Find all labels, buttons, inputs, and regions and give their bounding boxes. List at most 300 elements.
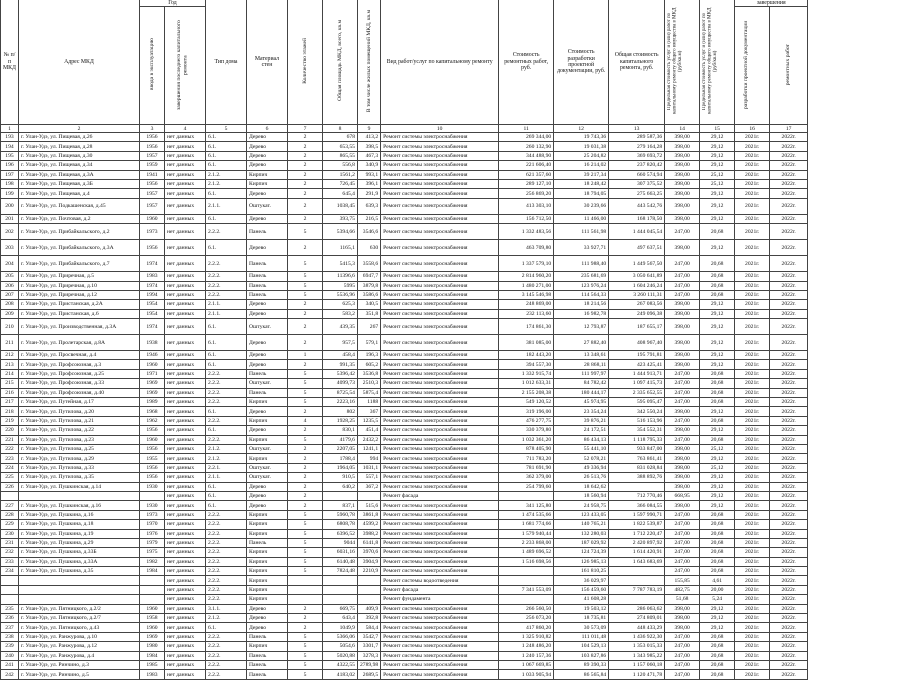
work-type-cell: Ремонт системы электроснабжения: [381, 272, 499, 281]
cost-total-cell: 342 550,24: [609, 407, 665, 416]
wall-material-cell: Панель: [246, 670, 287, 679]
floors-cell: 2: [287, 501, 322, 510]
design-docs-year-cell: 2021г.: [735, 240, 770, 256]
year-built-cell: 1956: [139, 240, 164, 256]
house-type-cell: 2.2.2.: [205, 369, 246, 378]
living-area-cell: 351,8: [357, 309, 380, 318]
table-row: [1, 351, 808, 360]
house-type-cell: 2.1.2.: [205, 444, 246, 453]
cost-docs-cell: 27 882,40: [554, 335, 609, 351]
cost-docs-cell: 49 336,94: [554, 463, 609, 472]
header-year-group: Год: [139, 0, 205, 7]
year-built-cell: 1994: [139, 290, 164, 299]
limit-cost-2-cell: 29,12: [700, 214, 735, 223]
wall-material-cell: Кирпич: [246, 520, 287, 529]
cost-repair-cell: 254 799,60: [499, 482, 554, 491]
limit-cost-2-cell: 20,00: [700, 585, 735, 594]
limit-cost-cell: 247,00: [665, 369, 700, 378]
cost-total-cell: 763 861,41: [609, 454, 665, 463]
limit-cost-cell: 247,00: [665, 548, 700, 557]
cost-docs-cell: 19 743,36: [554, 133, 609, 142]
cost-docs-cell: 111 997,97: [554, 369, 609, 378]
year-built-cell: 1946: [139, 351, 164, 360]
limit-cost-cell: 482,75: [665, 585, 700, 594]
floors-cell: 5: [287, 660, 322, 669]
cost-repair-cell: 1 332 915,74: [499, 369, 554, 378]
address-cell: г. Улан-Удэ, ул. Путилова, д.22: [18, 426, 139, 435]
repair-works-year-cell: 2022г.: [770, 576, 808, 585]
limit-cost-2-cell: 25,12: [700, 170, 735, 179]
year-built-cell: 1956: [139, 444, 164, 453]
row-number-cell: 230: [1, 529, 19, 538]
limit-cost-cell: 398,00: [665, 179, 700, 188]
floors-cell: 5: [287, 369, 322, 378]
table-row: [1, 463, 808, 472]
row-number-cell: 242: [1, 670, 19, 679]
total-area-cell: 9044: [322, 538, 357, 547]
repair-works-year-cell: 2022г.: [770, 416, 808, 425]
row-number-cell: 205: [1, 272, 19, 281]
row-number-cell: 210: [1, 319, 19, 335]
floors-cell: 5: [287, 224, 322, 240]
work-type-cell: Ремонт системы электроснабжения: [381, 133, 499, 142]
living-area-cell: 3278,3: [357, 651, 380, 660]
address-cell: г. Улан-Удэ, ул. Приречная, д.5: [18, 272, 139, 281]
floors-cell: 2: [287, 463, 322, 472]
cost-total-cell: 443 542,76: [609, 198, 665, 214]
limit-cost-cell: 398,00: [665, 454, 700, 463]
wall-material-cell: Дерево: [246, 623, 287, 632]
repair-works-year-cell: 2022г.: [770, 632, 808, 641]
total-area-cell: 1049,9: [322, 623, 357, 632]
floors-cell: 5: [287, 398, 322, 407]
total-area-cell: 7824,48: [322, 567, 357, 576]
year-last-repair-cell: нет данных: [164, 360, 205, 369]
year-last-repair-cell: нет данных: [164, 151, 205, 160]
house-type-cell: 2.2.2.: [205, 632, 246, 641]
cost-repair-cell: 266 560,50: [499, 604, 554, 613]
repair-works-year-cell: 2022г.: [770, 161, 808, 170]
column-number: 15: [700, 125, 735, 133]
total-area-cell: 2223,16: [322, 398, 357, 407]
year-built-cell: 1969: [139, 388, 164, 397]
table-row: [1, 369, 808, 378]
year-built-cell: 1984: [139, 567, 164, 576]
work-type-cell: Ремонт системы электроснабжения: [381, 463, 499, 472]
cost-repair-cell: 174 861,30: [499, 319, 554, 335]
design-docs-year-cell: 2021г.: [735, 557, 770, 566]
house-type-cell: 2.2.2.: [205, 548, 246, 557]
total-area-cell: 6396,52: [322, 529, 357, 538]
total-area-cell: 957,5: [322, 335, 357, 351]
year-built-cell: 1969: [139, 379, 164, 388]
year-built-cell: [139, 585, 164, 594]
work-type-cell: Ремонт системы электроснабжения: [381, 398, 499, 407]
wall-material-cell: Кирпич: [246, 529, 287, 538]
year-built-cell: 1930: [139, 501, 164, 510]
work-type-cell: Ремонт системы электроснабжения: [381, 351, 499, 360]
floors-cell: 5: [287, 670, 322, 679]
year-last-repair-cell: нет данных: [164, 660, 205, 669]
table-row: [1, 398, 808, 407]
house-type-cell: 2.2.2.: [205, 595, 246, 604]
address-cell: [18, 595, 139, 604]
year-last-repair-cell: нет данных: [164, 335, 205, 351]
house-type-cell: 2.2.1.: [205, 463, 246, 472]
wall-material-cell: Дерево: [246, 133, 287, 142]
floors-cell: 2: [287, 360, 322, 369]
cost-docs-cell: 132 280,03: [554, 529, 609, 538]
design-docs-year-cell: 2021г.: [735, 651, 770, 660]
repair-works-year-cell: 2022г.: [770, 623, 808, 632]
living-area-cell: 367,2: [357, 482, 380, 491]
table-row: [1, 256, 808, 272]
house-type-cell: 6.1.: [205, 360, 246, 369]
cost-repair-cell: 330 379,80: [499, 426, 554, 435]
repair-works-year-cell: 2022г.: [770, 642, 808, 651]
row-number-cell: [1, 576, 19, 585]
year-built-cell: 1930: [139, 482, 164, 491]
year-built-cell: 1973: [139, 510, 164, 519]
year-last-repair-cell: нет данных: [164, 272, 205, 281]
total-area-cell: 1788,4: [322, 454, 357, 463]
cost-docs-cell: 180 444,17: [554, 388, 609, 397]
year-last-repair-cell: нет данных: [164, 623, 205, 632]
cost-repair-cell: 319 196,00: [499, 407, 554, 416]
repair-works-year-cell: 2022г.: [770, 529, 808, 538]
design-docs-year-cell: 2021г.: [735, 161, 770, 170]
total-area-cell: 2207,05: [322, 444, 357, 453]
table-row: [1, 585, 808, 594]
living-area-cell: 6141,8: [357, 538, 380, 547]
total-area-cell: 5366,06: [322, 632, 357, 641]
wall-material-cell: Оштукат.: [246, 198, 287, 214]
address-cell: г. Улан-Удэ, ул. Пушкина, д.33Б: [18, 548, 139, 557]
living-area-cell: 409,9: [357, 604, 380, 613]
table-row: [1, 595, 808, 604]
address-cell: г. Улан-Удэ, ул. Профсоюзная, д.33: [18, 379, 139, 388]
cost-docs-cell: 36 029,97: [554, 576, 609, 585]
row-number-cell: 199: [1, 189, 19, 198]
limit-cost-cell: 398,00: [665, 614, 700, 623]
limit-cost-cell: 247,00: [665, 290, 700, 299]
living-area-cell: 2432,2: [357, 435, 380, 444]
design-docs-year-cell: 2021г.: [735, 416, 770, 425]
cost-total-cell: 1 444 045,54: [609, 224, 665, 240]
living-area-cell: 392,8: [357, 614, 380, 623]
cost-total-cell: 712 770,46: [609, 491, 665, 500]
living-area-cell: 2510,3: [357, 379, 380, 388]
living-area-cell: 3546,6: [357, 224, 380, 240]
year-last-repair-cell: нет данных: [164, 529, 205, 538]
repair-works-year-cell: 2022г.: [770, 510, 808, 519]
header-design-docs: разработки проектной документации: [735, 7, 770, 125]
design-docs-year-cell: 2021г.: [735, 351, 770, 360]
wall-material-cell: Кирпич: [246, 416, 287, 425]
wall-material-cell: Панель: [246, 224, 287, 240]
row-number-cell: 204: [1, 256, 19, 272]
work-type-cell: Ремонт системы электроснабжения: [381, 660, 499, 669]
header-work-type: Вид работ/услуг по капитальному ремонту: [381, 0, 499, 125]
address-cell: г. Улан-Удэ, ул. Путилова, д.23: [18, 435, 139, 444]
living-area-cell: 993,1: [357, 170, 380, 179]
address-cell: г. Улан-Удэ, ул. Ринчино, д.5: [18, 670, 139, 679]
column-number: 16: [735, 125, 770, 133]
year-built-cell: 1960: [139, 360, 164, 369]
cost-docs-cell: 39 876,21: [554, 416, 609, 425]
header-repair-works: ремонтных работ: [770, 7, 808, 125]
address-cell: г. Улан-Удэ, ул. Подкашенская, д.45: [18, 198, 139, 214]
cost-docs-cell: 140 765,21: [554, 520, 609, 529]
cost-docs-cell: 12 793,87: [554, 319, 609, 335]
limit-cost-cell: 247,00: [665, 435, 700, 444]
limit-cost-cell: 668,95: [665, 491, 700, 500]
house-type-cell: 6.1.: [205, 151, 246, 160]
year-last-repair-cell: нет данных: [164, 179, 205, 188]
limit-cost-cell: 155,85: [665, 576, 700, 585]
limit-cost-2-cell: 29,12: [700, 454, 735, 463]
total-area-cell: 653,55: [322, 142, 357, 151]
year-built-cell: 1956: [139, 133, 164, 142]
living-area-cell: 3861,8: [357, 510, 380, 519]
house-type-cell: 6.1.: [205, 426, 246, 435]
year-built-cell: 1974: [139, 319, 164, 335]
wall-material-cell: Дерево: [246, 501, 287, 510]
limit-cost-2-cell: 20,68: [700, 670, 735, 679]
limit-cost-cell: 247,00: [665, 567, 700, 576]
wall-material-cell: Дерево: [246, 351, 287, 360]
floors-cell: [287, 585, 322, 594]
wall-material-cell: Оштукат.: [246, 319, 287, 335]
cost-docs-cell: 156 459,60: [554, 585, 609, 594]
design-docs-year-cell: 2021г.: [735, 360, 770, 369]
column-number: 3: [139, 125, 164, 133]
wall-material-cell: Дерево: [246, 309, 287, 318]
total-area-cell: 865,55: [322, 151, 357, 160]
living-area-cell: 3542,7: [357, 632, 380, 641]
year-last-repair-cell: нет данных: [164, 604, 205, 613]
year-last-repair-cell: нет данных: [164, 576, 205, 585]
limit-cost-cell: 398,00: [665, 161, 700, 170]
total-area-cell: 726,45: [322, 179, 357, 188]
house-type-cell: 2.2.2.: [205, 576, 246, 585]
year-last-repair-cell: нет данных: [164, 388, 205, 397]
row-number-cell: 231: [1, 538, 19, 547]
work-type-cell: Ремонт системы электроснабжения: [381, 319, 499, 335]
row-number-cell: [1, 491, 19, 500]
cost-docs-cell: 18 794,05: [554, 189, 609, 198]
row-number-cell: 235: [1, 604, 19, 613]
work-type-cell: Ремонт системы электроснабжения: [381, 426, 499, 435]
cost-repair-cell: 256 869,20: [499, 189, 554, 198]
table-row: [1, 189, 808, 198]
cost-total-cell: 354 552,31: [609, 426, 665, 435]
limit-cost-2-cell: 29,12: [700, 300, 735, 309]
total-area-cell: 1561,2: [322, 170, 357, 179]
wall-material-cell: Дерево: [246, 482, 287, 491]
cost-docs-cell: 89 390,33: [554, 660, 609, 669]
address-cell: г. Улан-Удэ, ул. Путилова, д.33: [18, 463, 139, 472]
house-type-cell: 2.1.2.: [205, 614, 246, 623]
design-docs-year-cell: 2021г.: [735, 491, 770, 500]
row-number-cell: 220: [1, 426, 19, 435]
year-last-repair-cell: нет данных: [164, 224, 205, 240]
total-area-cell: [322, 585, 357, 594]
house-type-cell: 2.1.1.: [205, 473, 246, 482]
work-type-cell: Ремонт системы электроснабжения: [381, 482, 499, 491]
year-last-repair-cell: нет данных: [164, 319, 205, 335]
table-row: [1, 161, 808, 170]
table-row: [1, 660, 808, 669]
cost-docs-cell: 30 239,66: [554, 198, 609, 214]
cost-total-cell: [609, 482, 665, 491]
cost-docs-cell: 126 985,13: [554, 557, 609, 566]
year-last-repair-cell: нет данных: [164, 214, 205, 223]
cost-total-cell: 1 157 060,18: [609, 660, 665, 669]
limit-cost-cell: 398,00: [665, 360, 700, 369]
year-built-cell: 1979: [139, 538, 164, 547]
work-type-cell: Ремонт системы электроснабжения: [381, 501, 499, 510]
repair-works-year-cell: 2022г.: [770, 435, 808, 444]
limit-cost-2-cell: 25,12: [700, 444, 735, 453]
row-number-cell: [1, 595, 19, 604]
limit-cost-cell: 398,00: [665, 189, 700, 198]
living-area-cell: 557,1: [357, 473, 380, 482]
limit-cost-2-cell: 5,24: [700, 595, 735, 604]
living-area-cell: [357, 585, 380, 594]
house-type-cell: 2.2.2.: [205, 651, 246, 660]
cost-total-cell: 1 712 220,47: [609, 529, 665, 538]
table-row: [1, 454, 808, 463]
design-docs-year-cell: 2021г.: [735, 224, 770, 240]
cost-repair-cell: [499, 595, 554, 604]
year-built-cell: 1980: [139, 642, 164, 651]
address-cell: г. Улан-Удэ, ул. Пищевая, д.30: [18, 151, 139, 160]
row-number-cell: 214: [1, 369, 19, 378]
wall-material-cell: Дерево: [246, 142, 287, 151]
design-docs-year-cell: 2021г.: [735, 595, 770, 604]
house-type-cell: 2.1.1.: [205, 198, 246, 214]
row-number-cell: 198: [1, 179, 19, 188]
limit-cost-2-cell: 29,12: [700, 501, 735, 510]
table-row: [1, 604, 808, 613]
wall-material-cell: Кирпич: [246, 179, 287, 188]
cost-total-cell: 516 153,96: [609, 416, 665, 425]
row-number-cell: 217: [1, 398, 19, 407]
total-area-cell: 643,4: [322, 614, 357, 623]
address-cell: г. Улан-Удэ, ул. Профсоюзная, д.40: [18, 388, 139, 397]
cost-total-cell: 168 178,50: [609, 214, 665, 223]
year-built-cell: 1975: [139, 548, 164, 557]
year-last-repair-cell: нет данных: [164, 548, 205, 557]
cost-total-cell: [609, 576, 665, 585]
cost-total-cell: 497 637,51: [609, 240, 665, 256]
year-last-repair-cell: нет данных: [164, 281, 205, 290]
limit-cost-2-cell: 20,68: [700, 567, 735, 576]
cost-docs-cell: 39 217,34: [554, 170, 609, 179]
total-area-cell: 6031,16: [322, 548, 357, 557]
repair-works-year-cell: 2022г.: [770, 538, 808, 547]
limit-cost-2-cell: 20,68: [700, 272, 735, 281]
repair-works-year-cell: 2022г.: [770, 585, 808, 594]
repair-works-year-cell: 2022г.: [770, 369, 808, 378]
cost-repair-cell: 1 032 361,20: [499, 435, 554, 444]
wall-material-cell: Дерево: [246, 614, 287, 623]
design-docs-year-cell: 2021г.: [735, 567, 770, 576]
limit-cost-2-cell: 29,12: [700, 482, 735, 491]
row-number-cell: 222: [1, 444, 19, 453]
column-number: 1: [1, 125, 19, 133]
work-type-cell: Ремонт системы электроснабжения: [381, 416, 499, 425]
year-last-repair-cell: нет данных: [164, 398, 205, 407]
design-docs-year-cell: 2021г.: [735, 369, 770, 378]
cost-docs-cell: 124 724,39: [554, 548, 609, 557]
house-type-cell: 2.2.2.: [205, 272, 246, 281]
repair-works-year-cell: 2022г.: [770, 660, 808, 669]
design-docs-year-cell: 2021г.: [735, 335, 770, 351]
repair-works-year-cell: 2022г.: [770, 651, 808, 660]
repair-works-year-cell: 2022г.: [770, 604, 808, 613]
cost-repair-cell: 344 488,90: [499, 151, 554, 160]
cost-total-cell: [609, 567, 665, 576]
work-type-cell: Ремонт системы электроснабжения: [381, 256, 499, 272]
living-area-cell: 994: [357, 454, 380, 463]
limit-cost-cell: 398,00: [665, 463, 700, 472]
limit-cost-cell: 398,00: [665, 319, 700, 335]
wall-material-cell: Дерево: [246, 161, 287, 170]
cost-repair-cell: 1 489 696,52: [499, 548, 554, 557]
limit-cost-2-cell: 29,12: [700, 473, 735, 482]
floors-cell: 5: [287, 567, 322, 576]
address-cell: г. Улан-Удэ, ул. Пищевая, д.3А: [18, 170, 139, 179]
year-last-repair-cell: нет данных: [164, 351, 205, 360]
address-cell: г. Улан-Удэ, ул. Ринчино, д.3: [18, 660, 139, 669]
limit-cost-2-cell: 29,12: [700, 133, 735, 142]
cost-docs-cell: 16 982,78: [554, 309, 609, 318]
house-type-cell: 2.2.2.: [205, 642, 246, 651]
row-number-cell: 239: [1, 642, 19, 651]
cost-docs-cell: 235 681,69: [554, 272, 609, 281]
limit-cost-cell: 398,00: [665, 444, 700, 453]
row-number-cell: 233: [1, 557, 19, 566]
address-cell: г. Улан-Удэ, ул. Пушкина, д.35: [18, 567, 139, 576]
year-last-repair-cell: нет данных: [164, 642, 205, 651]
year-last-repair-cell: нет данных: [164, 463, 205, 472]
house-type-cell: 2.2.2.: [205, 281, 246, 290]
design-docs-year-cell: 2021г.: [735, 319, 770, 335]
cost-repair-cell: 182 443,20: [499, 351, 554, 360]
design-docs-year-cell: 2021г.: [735, 632, 770, 641]
design-docs-year-cell: 2021г.: [735, 604, 770, 613]
row-number-cell: 197: [1, 170, 19, 179]
living-area-cell: 584,4: [357, 623, 380, 632]
repair-works-year-cell: 2022г.: [770, 224, 808, 240]
repair-works-year-cell: 2022г.: [770, 388, 808, 397]
limit-cost-2-cell: 25,12: [700, 463, 735, 472]
address-cell: г. Улан-Удэ, ул. Пушкина, д.18: [18, 520, 139, 529]
header-cost-repair: Стоимость ремонтных работ, руб.: [499, 0, 554, 125]
cost-total-cell: 1 597 990,71: [609, 510, 665, 519]
limit-cost-cell: 247,00: [665, 398, 700, 407]
repair-works-year-cell: 2022г.: [770, 557, 808, 566]
limit-cost-2-cell: 29,12: [700, 614, 735, 623]
cost-repair-cell: 156 712,50: [499, 214, 554, 223]
cost-total-cell: 366 084,55: [609, 501, 665, 510]
address-cell: г. Улан-Удэ, ул. Путилова, д.25: [18, 444, 139, 453]
cost-repair-cell: 232 113,60: [499, 309, 554, 318]
limit-cost-2-cell: 20,68: [700, 398, 735, 407]
cost-repair-cell: 1 516 698,56: [499, 557, 554, 566]
